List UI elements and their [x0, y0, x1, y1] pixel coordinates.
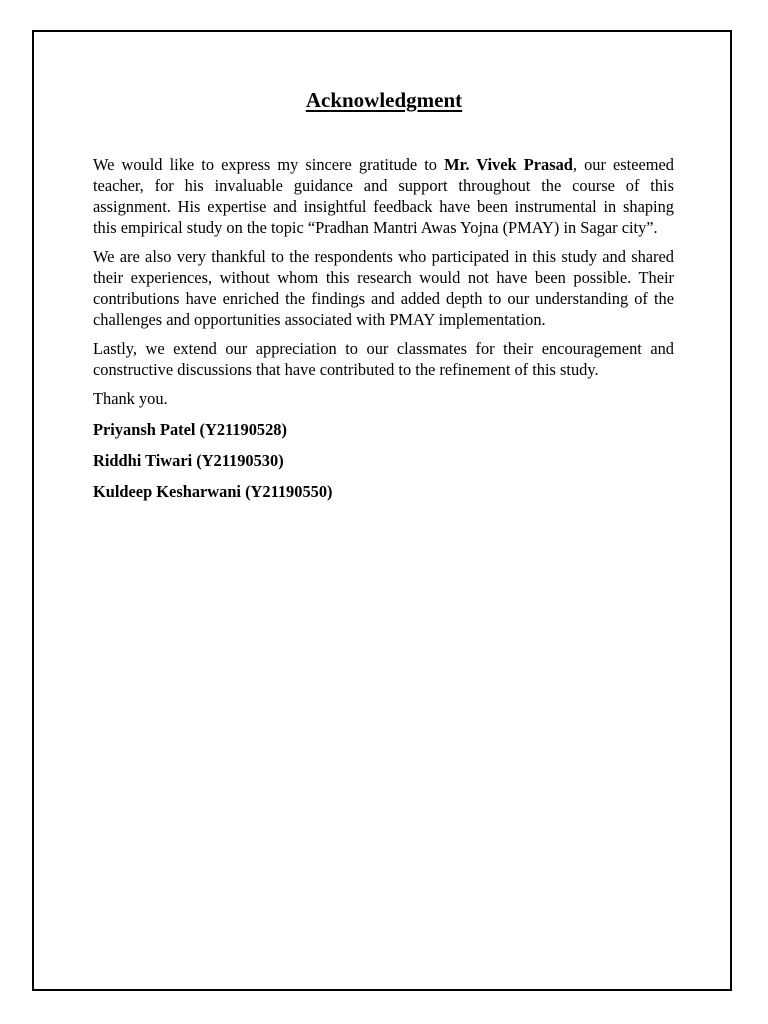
- closing-text: Thank you.: [93, 389, 168, 408]
- paragraph-respondents: We are also very thankful to the respondents who participated in this study and shared their experiences, without whom this research would not have been possible. Their contributions have enriched the findings and added depth to our understanding of the challenges and opportunities associated with PMAY implementation.: [93, 247, 674, 329]
- document-body: [93, 154, 674, 512]
- paragraph-gratitude-rest: , our esteemed teacher, for his invaluable guidance and support throughout the course of this assignment. His expertise and insightful feedback have been instrumental in shaping this empirical study on the topic “Pradhan Mantri Awas Yojna (PMAY) in Sagar city”.: [93, 155, 675, 237]
- author-name: Priyansh Patel (Y21190528): [93, 420, 287, 439]
- teacher-name: Mr. Vivek Prasad: [444, 155, 573, 174]
- author-name: Riddhi Tiwari (Y21190530): [93, 451, 284, 470]
- paragraph-gratitude-intro: We would like to express my sincere gratitude to: [93, 155, 445, 174]
- author-name: Kuldeep Kesharwani (Y21190550): [93, 482, 333, 501]
- paragraph-classmates: Lastly, we extend our appreciation to our classmates for their encouragement and constructive discussions that have contributed to the refinement of this study.: [93, 339, 674, 379]
- paragraph-gratitude: [93, 154, 674, 238]
- page-title: Acknowledgment: [305, 88, 463, 112]
